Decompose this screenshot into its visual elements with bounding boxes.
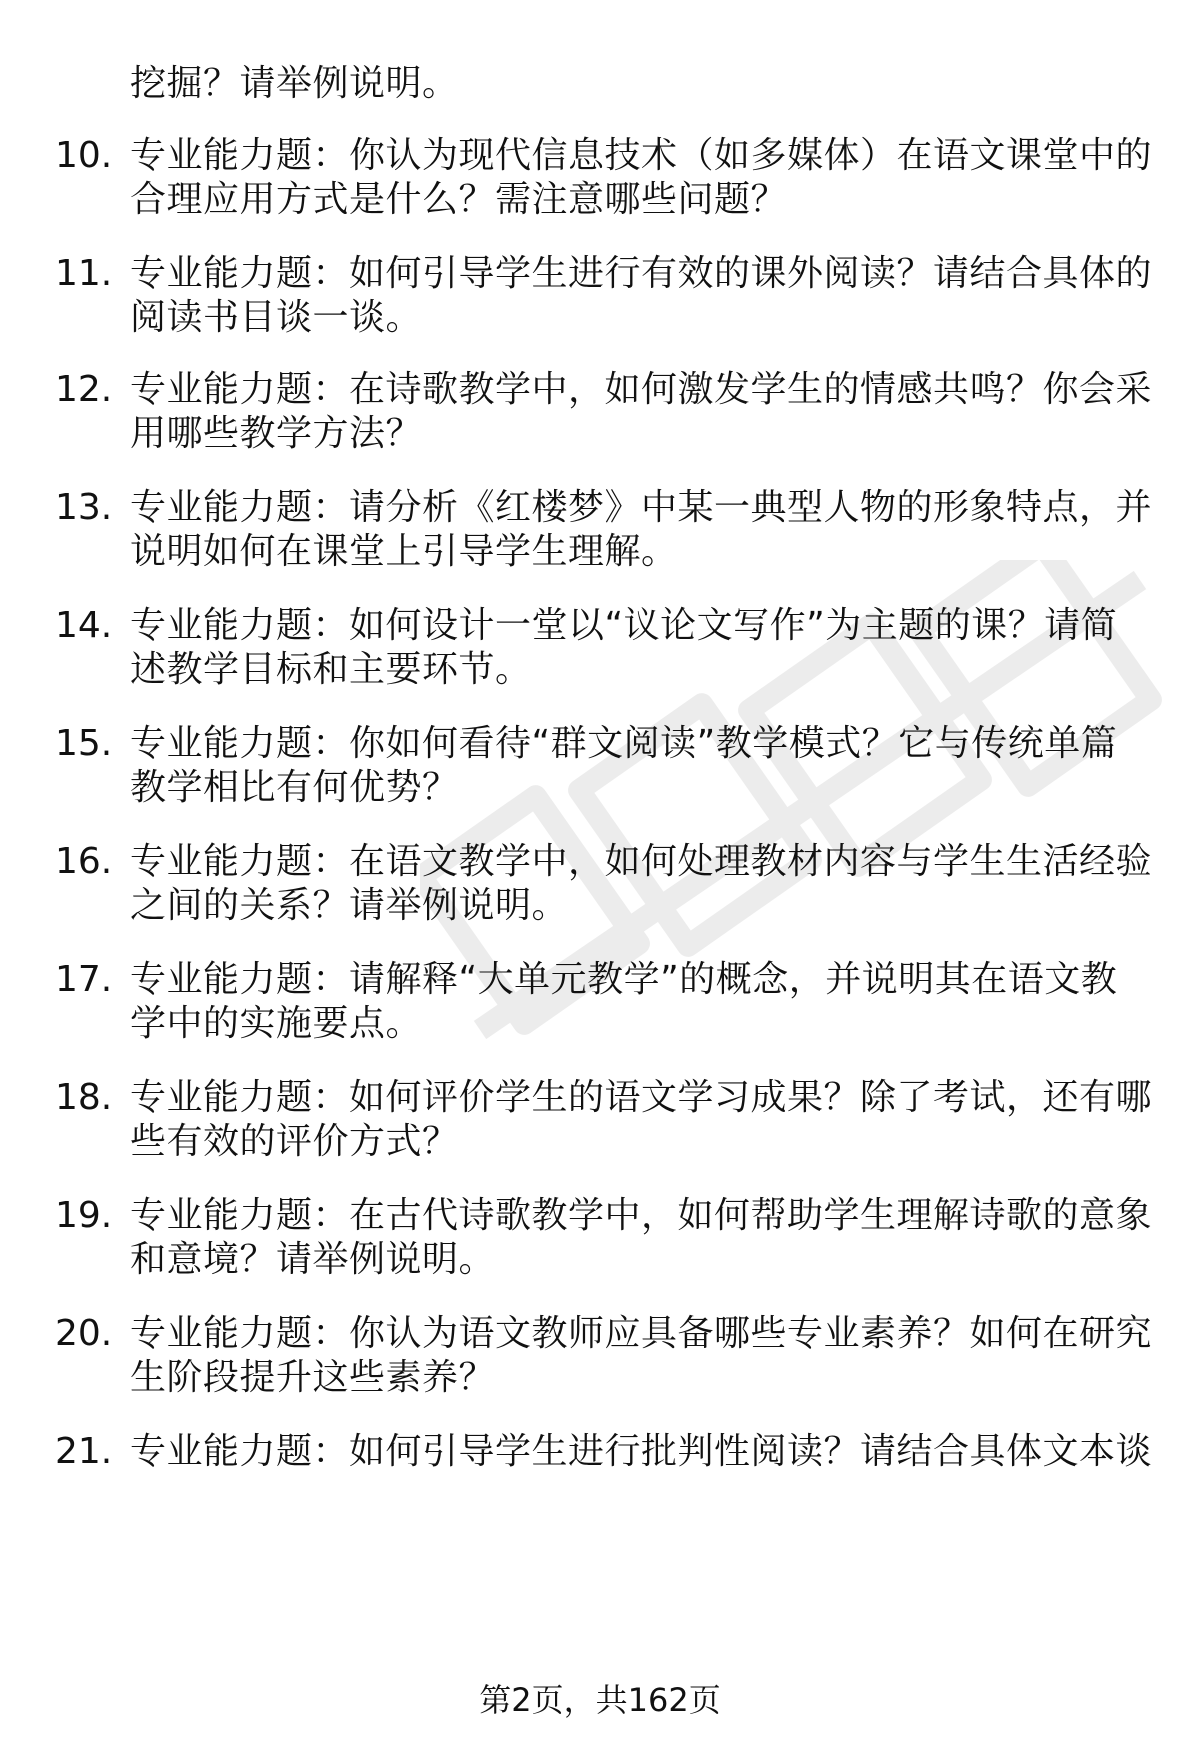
item-text-line: 专业能力题：请解释“大单元教学”的概念，并说明其在语文教: [130, 959, 1118, 1000]
item-number: 16.: [55, 841, 113, 882]
item-text-line: 述教学目标和主要环节。: [130, 649, 532, 690]
item-number: 13.: [55, 487, 113, 528]
item-text-line: 学中的实施要点。: [130, 1003, 423, 1044]
item-text-line: 阅读书目谈一谈。: [130, 297, 423, 338]
item-text-line: 专业能力题：如何引导学生进行批判性阅读？请结合具体文本谈: [130, 1431, 1153, 1472]
item-text-line: 说明如何在课堂上引导学生理解。: [130, 531, 678, 572]
page-footer: 第2页，共162页: [479, 1681, 721, 1719]
item-text-line: 专业能力题：你认为现代信息技术（如多媒体）在语文课堂中的: [130, 135, 1153, 176]
item-text-line: 和意境？请举例说明。: [130, 1239, 496, 1280]
item-text-line: 专业能力题：请分析《红楼梦》中某一典型人物的形象特点，并: [130, 487, 1153, 528]
item-text-line: 用哪些教学方法？: [130, 413, 423, 454]
item-number: 15.: [55, 723, 113, 764]
continuation-line: 挖掘？请举例说明。: [130, 63, 459, 104]
item-number: 19.: [55, 1195, 113, 1236]
item-text-line: 合理应用方式是什么？需注意哪些问题？: [130, 179, 788, 220]
item-number: 11.: [55, 253, 113, 294]
item-number: 20.: [55, 1313, 113, 1354]
item-number: 21.: [55, 1431, 113, 1472]
item-number: 14.: [55, 605, 113, 646]
item-number: 12.: [55, 369, 113, 410]
item-text-line: 专业能力题：如何评价学生的语文学习成果？除了考试，还有哪: [130, 1077, 1153, 1118]
item-number: 18.: [55, 1077, 113, 1118]
item-text-line: 些有效的评价方式？: [130, 1121, 459, 1162]
item-number: 17.: [55, 959, 113, 1000]
item-text-line: 专业能力题：在语文教学中，如何处理教材内容与学生生活经验: [130, 841, 1153, 882]
item-text-line: 专业能力题：如何设计一堂以“议论文写作”为主题的课？请简: [130, 605, 1118, 646]
item-number: 10.: [55, 135, 113, 176]
item-text-line: 生阶段提升这些素养？: [130, 1357, 496, 1398]
item-text-line: 专业能力题：你认为语文教师应具备哪些专业素养？如何在研究: [130, 1313, 1153, 1354]
item-text-line: 之间的关系？请举例说明。: [130, 885, 569, 926]
item-text-line: 专业能力题：你如何看待“群文阅读”教学模式？它与传统单篇: [130, 723, 1118, 764]
item-text-line: 专业能力题：如何引导学生进行有效的课外阅读？请结合具体的: [130, 253, 1153, 294]
item-text-line: 专业能力题：在古代诗歌教学中，如何帮助学生理解诗歌的意象: [130, 1195, 1153, 1236]
item-text-line: 教学相比有何优势？: [130, 767, 459, 808]
item-text-line: 专业能力题：在诗歌教学中，如何激发学生的情感共鸣？你会采: [130, 369, 1153, 410]
